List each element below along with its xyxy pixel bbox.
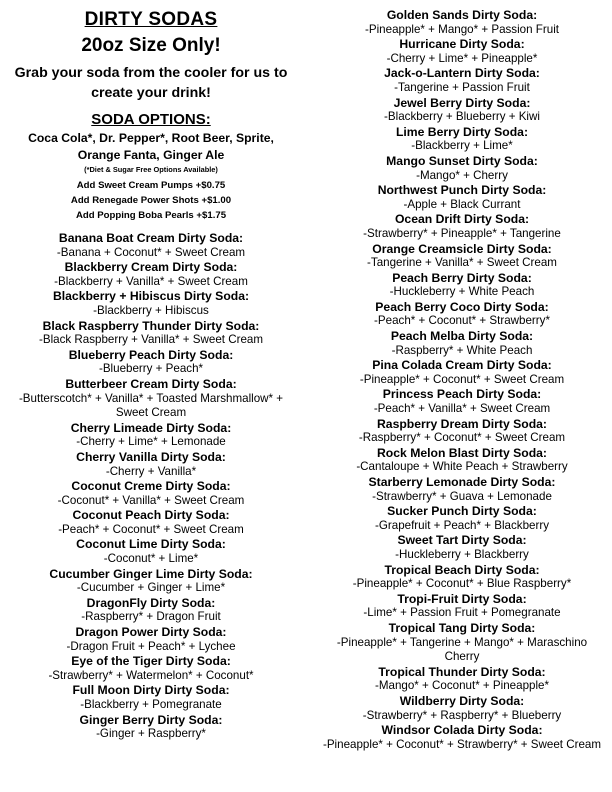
menu-item [8,683,294,712]
item-name: Windsor Colada Dirty Soda: [381,723,543,738]
item-name: Full Moon Dirty Dirty Soda: [72,683,230,698]
item-ingredients: -Dragon Fruit + Peach* + Lychee [66,639,236,653]
item-name: Peach Melba Dirty Soda: [390,329,534,344]
item-name: Banana Boat Cream Dirty Soda: [58,231,244,245]
item-name: Blackberry Cream Dirty Soda: [64,260,238,275]
item-ingredients: -Blueberry + Peach* [98,362,204,376]
menu-item [318,154,606,183]
item-ingredients: -Apple + Black Currant [403,197,521,211]
item-ingredients: -Cherry + Lime* + Lemonade [76,435,226,449]
item-ingredients: -Blackberry + Vanilla* + Sweet Cream [54,274,248,288]
menu-item [318,621,606,665]
menu-item [8,567,294,596]
item-ingredients: -Blackberry + Pomegranate [80,698,222,711]
item-ingredients: -Pineapple* + Coconut* + Sweet Cream [359,372,565,386]
menu-item [8,260,294,289]
item-name: Northwest Punch Dirty Soda: [377,183,547,198]
item-name: Cucumber Ginger Lime Dirty Soda: [49,566,253,581]
item-name: Peach Berry Coco Dirty Soda: [375,299,549,314]
menu-item [8,377,294,421]
item-ingredients: -Pineapple* + Mango* + Passion Fruit [365,22,559,36]
item-ingredients: -Blackberry + Blueberry + Kiwi [384,110,540,124]
item-ingredients: -Huckleberry + Blackberry [395,547,529,561]
item-ingredients: -Strawberry* + Watermelon* + Coconut* [48,668,254,682]
item-name: Tropical Thunder Dirty Soda: [378,664,546,679]
item-ingredients: -Mango* + Cherry [416,168,508,182]
item-ingredients: -Pineapple* + Coconut* + Blue Raspberry* [352,577,572,591]
item-ingredients: -Cherry + Lime* + Pineapple* [386,51,538,65]
menu-item [318,417,606,446]
item-name: Hurricane Dirty Soda: [399,37,525,52]
soda-options: Coca Cola*, Dr. Pepper*, Root Beer, Sprite, Orange Fanta, Ginger Ale [28,131,274,162]
menu-item [318,212,606,241]
item-ingredients: -Cherry + Vanilla* [105,464,197,478]
menu-item [8,596,294,625]
item-ingredients: -Butterscotch* + Vanilla* + Toasted Marshmallow* + Sweet Cream [18,391,284,420]
item-name: Dragon Power Dirty Soda: [75,625,227,640]
item-name: Sucker Punch Dirty Soda: [387,504,537,519]
item-ingredients: -Coconut* + Lime* [103,552,199,566]
item-ingredients: -Peach* + Coconut* + Sweet Cream [58,522,244,536]
diet-footnote: (*Diet & Sugar Free Options Available) [84,165,218,174]
item-name: Blueberry Peach Dirty Soda: [68,347,234,362]
item-name: Tropi-Fruit Dirty Soda: [397,591,527,606]
item-name: Wildberry Dirty Soda: [399,693,525,708]
item-name: Raspberry Dream Dirty Soda: [376,416,547,431]
item-ingredients: -Coconut* + Vanilla* + Sweet Cream [57,493,245,507]
item-name: Rock Melon Blast Dirty Soda: [377,445,547,460]
menu-item [318,665,606,694]
item-ingredients: -Grapefruit + Peach* + Blackberry [375,518,549,532]
item-ingredients: -Tangerine + Vanilla* + Sweet Cream [367,256,557,270]
menu-item [8,289,294,318]
item-name: Golden Sands Dirty Soda: [386,8,538,22]
menu-item [318,387,606,416]
left-menu-list [8,231,294,742]
left-column [8,8,294,742]
item-name: Sweet Tart Dirty Soda: [397,533,527,548]
item-name: Blackberry + Hibiscus Dirty Soda: [52,289,250,304]
item-name: Butterbeer Cream Dirty Soda: [65,376,237,391]
item-name: Jewel Berry Dirty Soda: [393,95,531,110]
right-column [318,8,606,752]
item-name: Orange Creamsicle Dirty Soda: [372,241,552,256]
item-ingredients: -Ginger + Raspberry* [96,727,206,741]
item-name: Black Raspberry Thunder Dirty Soda: [42,318,260,333]
menu-item [318,694,606,723]
item-ingredients: -Tangerine + Passion Fruit [394,80,530,94]
item-name: Jack-o-Lantern Dirty Soda: [384,66,540,81]
item-name: DragonFly Dirty Soda: [86,595,216,610]
size-note: 20oz Size Only! [81,35,221,56]
item-name: Cherry Limeade Dirty Soda: [70,420,232,435]
item-ingredients: -Black Raspberry + Vanilla* + Sweet Cream [38,333,264,347]
menu-item [8,450,294,479]
menu-item [8,421,294,450]
menu-item [318,300,606,329]
item-ingredients: -Cantaloupe + White Peach + Strawberry [356,460,568,474]
menu-item [8,625,294,654]
right-menu-list [318,8,606,752]
menu-item [318,96,606,125]
menu-item [318,475,606,504]
item-name: Coconut Lime Dirty Soda: [76,537,226,552]
menu-item [318,446,606,475]
item-name: Eye of the Tiger Dirty Soda: [71,654,231,669]
item-ingredients: -Cucumber + Ginger + Lime* [76,581,226,595]
item-name: Lime Berry Dirty Soda: [395,124,529,139]
menu-item [8,348,294,377]
menu-item [318,183,606,212]
menu-item [8,231,294,260]
item-ingredients: -Banana + Coconut* + Sweet Cream [56,245,246,259]
item-name: Cherry Vanilla Dirty Soda: [76,449,226,464]
item-ingredients: -Peach* + Coconut* + Strawberry* [374,314,550,328]
menu-item [8,508,294,537]
menu-item [318,723,606,752]
menu-item [318,329,606,358]
item-name: Coconut Creme Dirty Soda: [71,479,231,494]
item-name: Peach Berry Dirty Soda: [392,270,532,285]
menu-item [8,713,294,742]
item-ingredients: -Raspberry* + Dragon Fruit [81,610,221,624]
item-ingredients: -Blackberry + Hibiscus [93,303,209,317]
item-ingredients: -Mango* + Coconut* + Pineapple* [374,679,550,693]
menu-item [318,592,606,621]
addon-sweet-cream: Add Sweet Cream Pumps +$0.75 [76,180,226,191]
item-ingredients: -Raspberry* + Coconut* + Sweet Cream [358,431,566,445]
menu-item [318,504,606,533]
addon-power-shots: Add Renegade Power Shots +$1.00 [70,195,232,206]
item-ingredients: -Lime* + Passion Fruit + Pomegranate [363,606,561,620]
item-name: Tropical Beach Dirty Soda: [384,562,540,577]
item-name: Tropical Tang Dirty Soda: [388,620,536,635]
item-ingredients: -Strawberry* + Guava + Lemonade [372,489,552,503]
menu-title: DIRTY SODAS [84,9,218,30]
item-ingredients: -Pineapple* + Coconut* + Strawberry* + Sweet Cream [322,737,602,751]
menu-item [318,533,606,562]
menu-item [8,319,294,348]
item-ingredients: -Strawberry* + Pineapple* + Tangerine [363,226,561,240]
item-name: Princess Peach Dirty Soda: [382,387,542,402]
menu-item [318,37,606,66]
item-ingredients: -Blackberry + Lime* [411,139,513,153]
item-name: Coconut Peach Dirty Soda: [72,508,230,523]
menu-item [8,654,294,683]
item-ingredients: -Raspberry* + White Peach [391,343,533,357]
menu-item [318,125,606,154]
addon-boba-pearls: Add Popping Boba Pearls +$1.75 [75,210,227,221]
options-heading: SODA OPTIONS: [91,111,211,128]
instructions: Grab your soda from the cooler for us to create your drink! [14,65,288,101]
item-name: Mango Sunset Dirty Soda: [386,153,538,168]
item-ingredients: -Strawberry* + Raspberry* + Blueberry [362,708,562,722]
menu-item [8,479,294,508]
menu-item [318,8,606,37]
menu-item [8,537,294,566]
item-name: Ocean Drift Dirty Soda: [394,212,530,227]
menu-item [318,563,606,592]
addons-list [8,178,294,223]
menu-item [318,271,606,300]
item-ingredients: -Pineapple* + Tangerine + Mango* + Maraschino Cherry [336,635,588,664]
item-ingredients: -Peach* + Vanilla* + Sweet Cream [373,402,551,416]
item-ingredients: -Huckleberry + White Peach [389,285,535,299]
item-name: Pina Colada Cream Dirty Soda: [372,358,552,373]
menu-item [318,242,606,271]
item-name: Starberry Lemonade Dirty Soda: [368,475,556,489]
menu-item [318,66,606,95]
item-name: Ginger Berry Dirty Soda: [79,712,223,727]
menu-item [318,358,606,387]
